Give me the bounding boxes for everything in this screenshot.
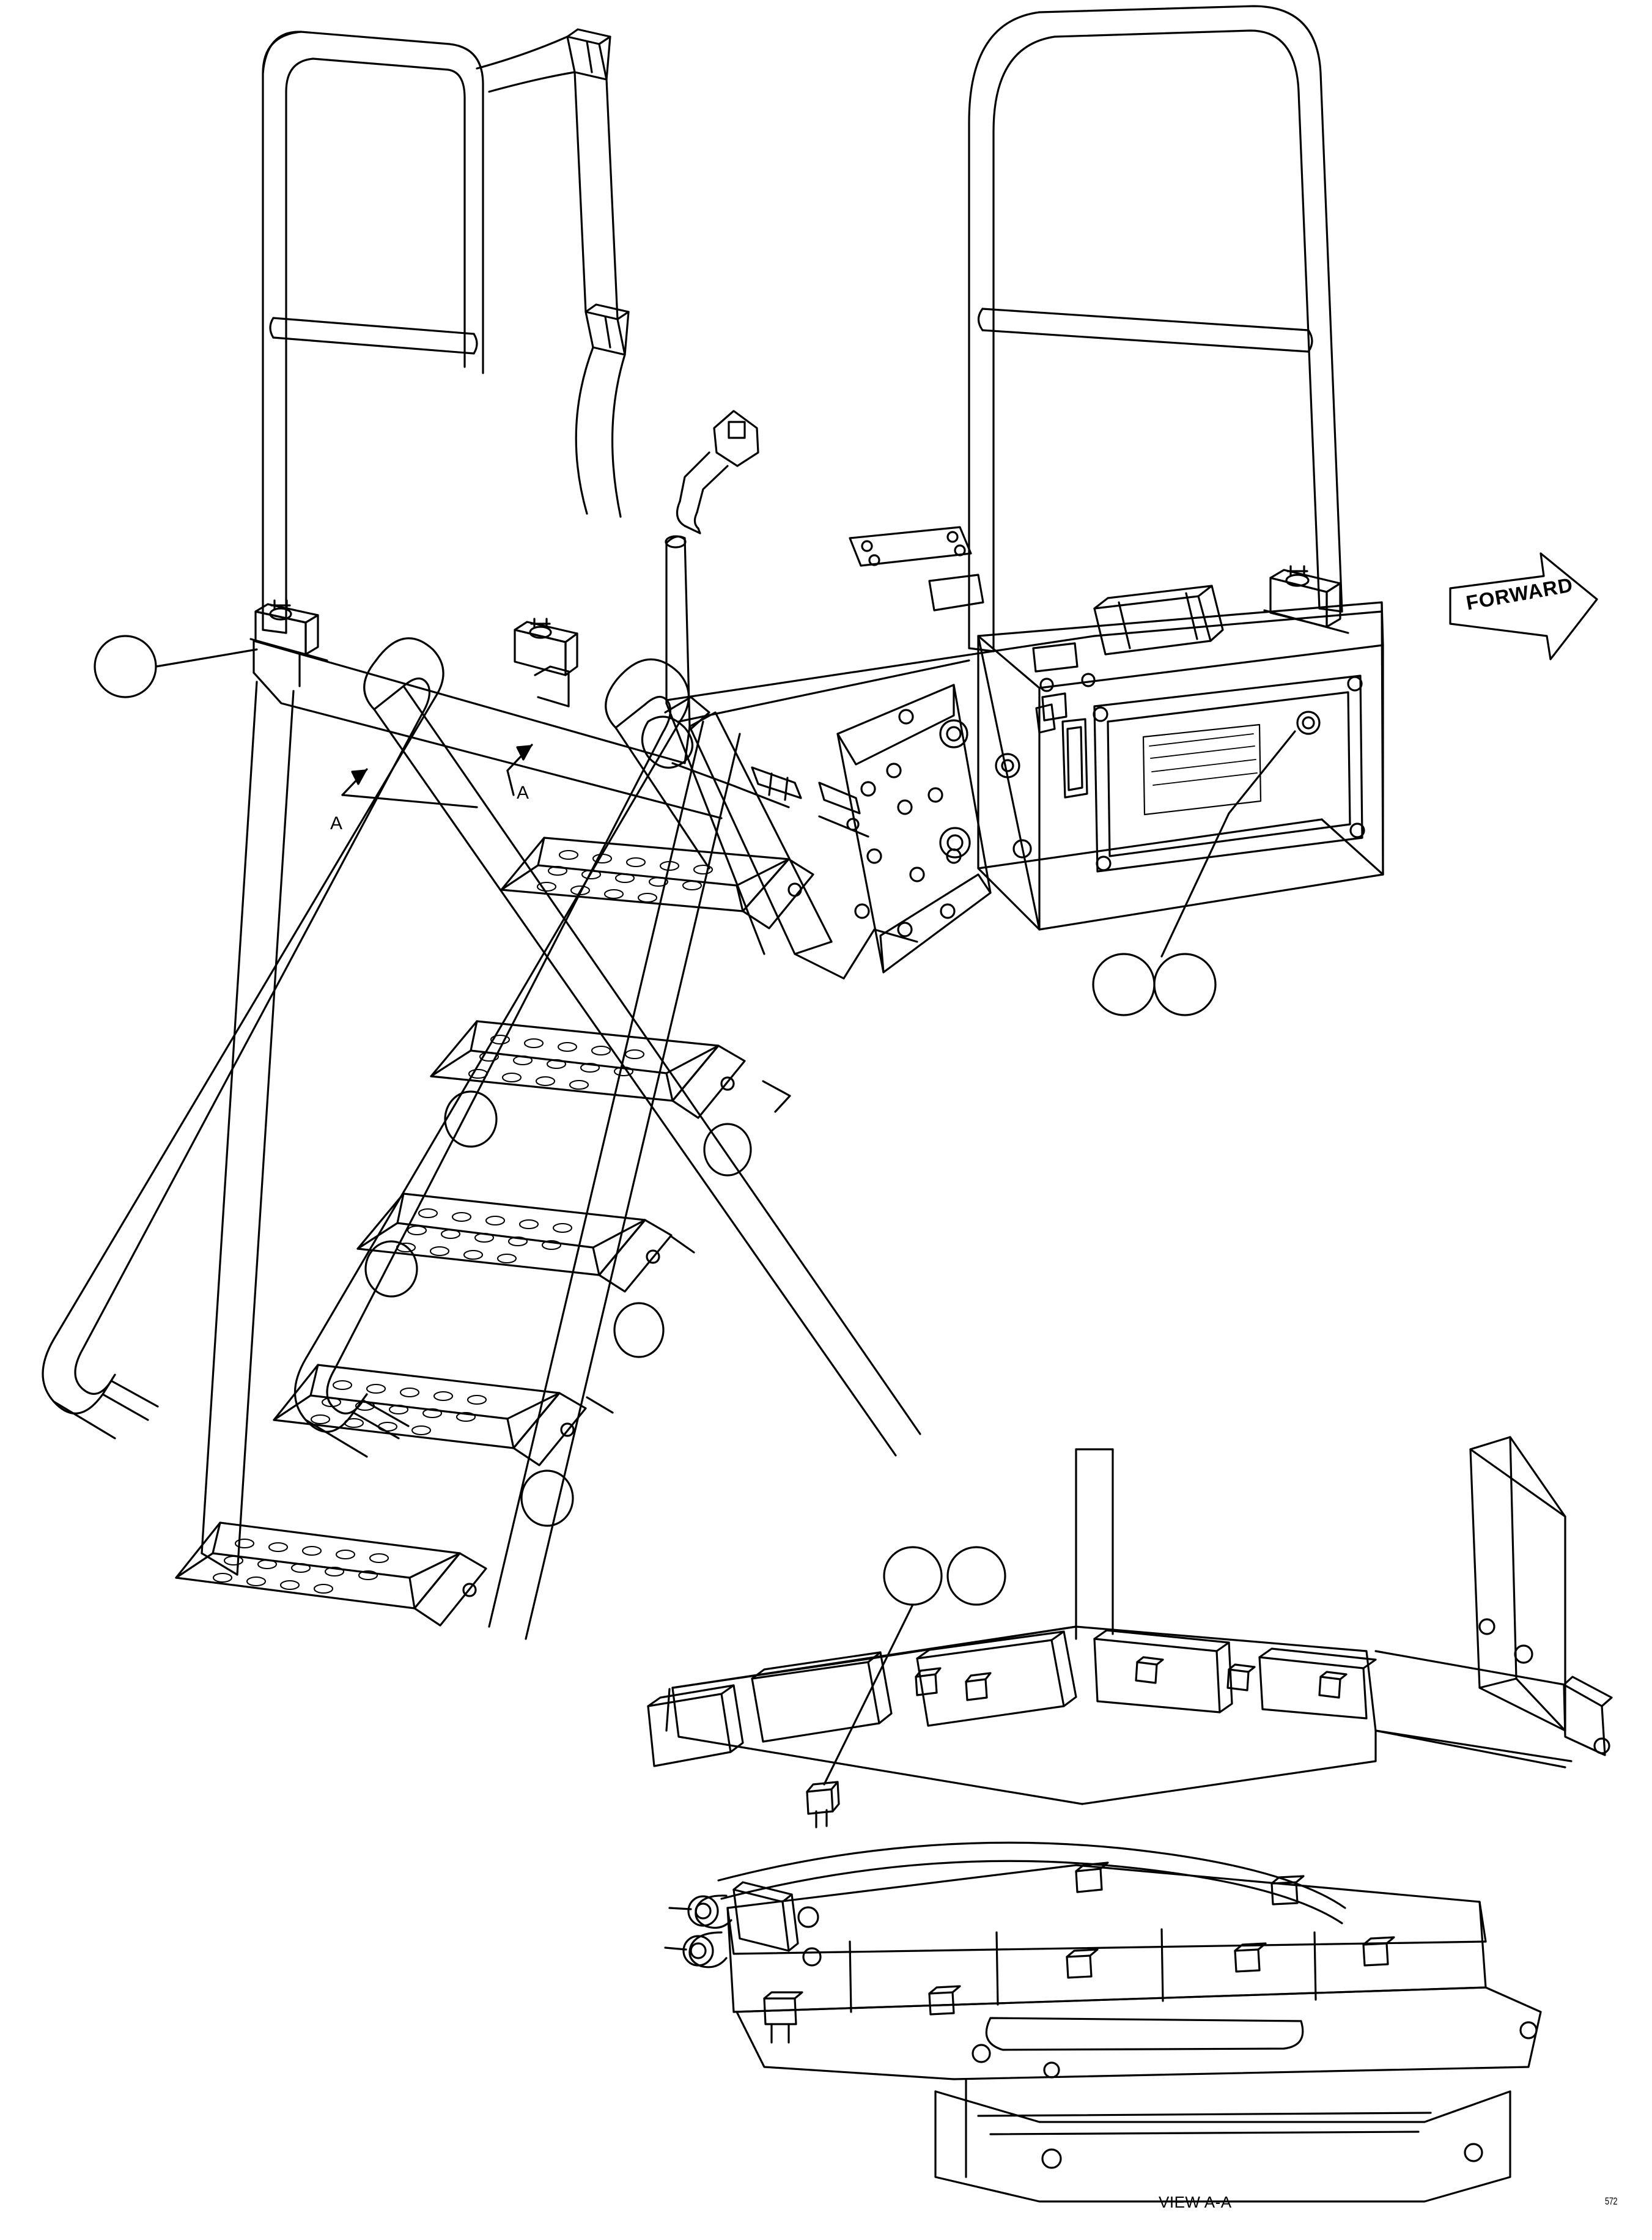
deck-brackets [887,575,1077,777]
ladder-handrail-outer [43,638,443,1438]
right-handrail-upper [969,6,1342,651]
right-handrail-base-plates [1264,566,1348,633]
step-brackets [415,859,813,1625]
rail-clamp-brackets [477,29,629,517]
ladder-step-4 [274,1365,559,1448]
electrical-enclosure [978,602,1383,930]
section-mark-letter-left: A [330,813,343,834]
ladder-step-5 [176,1523,460,1608]
view-aa-label: VIEW A-A [1159,2193,1232,2211]
section-arrow-left [342,769,477,807]
callout-balloons-main [95,636,1295,1015]
enclosure-fasteners [940,674,1094,857]
deck-top-panels [850,527,971,566]
ladder-step-3 [358,1194,645,1275]
hydraulic-fittings [642,697,868,837]
left-handrail-upper [263,32,483,633]
cable-clamp-assembly [677,411,759,533]
sheet-code-label: 572 [1605,2195,1618,2207]
forward-direction-label: FORWARD [1464,573,1575,615]
center-support-frame [666,536,917,978]
ladder-stringer-left [202,682,293,1575]
section-mark-letter-right: A [517,783,529,803]
tread-perforations [213,851,712,1593]
enclosure-access-panel [1094,676,1364,871]
view-aa-assembly [648,1437,1612,2201]
callout-target-fastener [807,1782,839,1827]
gusset-plate-main [838,685,990,972]
